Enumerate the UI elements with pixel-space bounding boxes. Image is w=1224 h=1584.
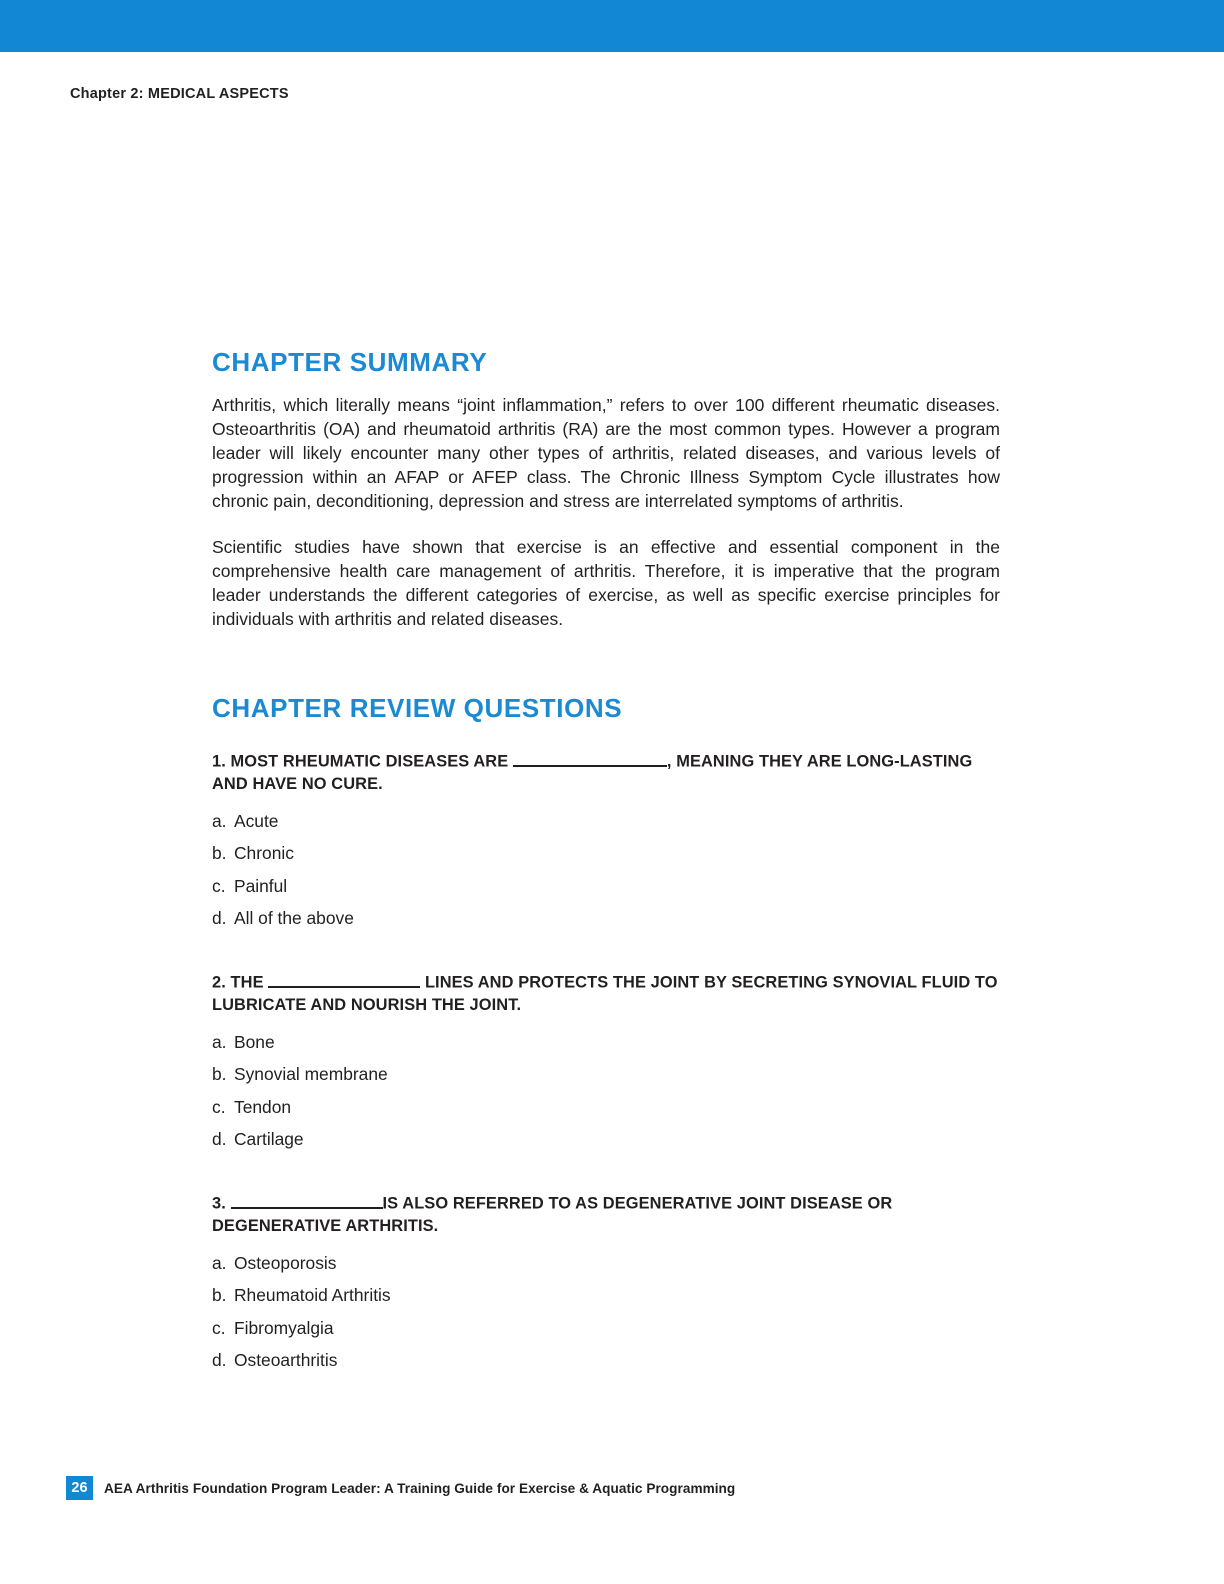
question-2-prompt-before: THE [230, 973, 264, 992]
question-3-answer-list [212, 1247, 1000, 1377]
answer-label: Tendon [234, 1096, 292, 1117]
answer-label: Acute [234, 810, 279, 831]
chapter-summary-heading: CHAPTER SUMMARY [212, 347, 488, 377]
answer-option[interactable] [212, 1091, 1000, 1124]
answer-marker: b. [212, 843, 227, 864]
answer-option[interactable] [212, 837, 1000, 870]
answer-option[interactable] [212, 1123, 1000, 1156]
answer-option[interactable] [212, 902, 1000, 935]
question-2-number: 2. [212, 973, 226, 992]
answer-marker: a. [212, 810, 227, 831]
answer-option[interactable] [212, 1279, 1000, 1312]
summary-paragraph-2: Scientific studies have shown that exercise is an effective and essential component in the comprehensive health care management of arthritis. Therefore, it is imperative that the program leader understands the different categories of exercise, as well as specific exercise principles for individuals with arthritis and related diseases. [212, 536, 1000, 630]
answer-label: Painful [234, 875, 288, 896]
question-1-text [212, 749, 1000, 796]
answer-option[interactable] [212, 1344, 1000, 1377]
answer-marker: c. [212, 1317, 226, 1338]
question-3-text [212, 1191, 1000, 1238]
answer-label: Osteoarthritis [234, 1350, 338, 1371]
review-question-2 [212, 970, 1000, 1156]
question-2-prompt-after: LINES AND PROTECTS THE JOINT BY SECRETING SYNOVIAL FLUID TO LUBRICATE AND NOURISH THE JOINT. [212, 973, 998, 1015]
question-1-number: 1. [212, 752, 226, 771]
content-column [212, 348, 1000, 1377]
question-3-number: 3. [212, 1194, 226, 1213]
answer-option[interactable] [212, 1026, 1000, 1059]
answer-option[interactable] [212, 805, 1000, 838]
chapter-review-section [212, 694, 1000, 1376]
answer-label: Fibromyalgia [234, 1317, 334, 1338]
page-footer [66, 1476, 735, 1500]
question-2-answer-blank[interactable] [268, 970, 420, 988]
answer-marker: a. [212, 1031, 227, 1052]
review-question-3 [212, 1191, 1000, 1377]
answer-label: Synovial membrane [234, 1064, 388, 1085]
answer-marker: d. [212, 1129, 227, 1150]
question-3-prompt-after: IS ALSO REFERRED TO AS DEGENERATIVE JOINT DISEASE OR DEGENERATIVE ARTHRITIS. [212, 1194, 893, 1235]
answer-label: Cartilage [234, 1129, 304, 1150]
answer-marker: c. [212, 1096, 226, 1117]
question-2-text [212, 970, 1000, 1017]
question-1-prompt-before: MOST RHEUMATIC DISEASES ARE [230, 752, 509, 771]
page-number-badge: 26 [66, 1476, 93, 1500]
question-1-answer-blank[interactable] [513, 749, 667, 767]
answer-label: Osteoporosis [234, 1252, 337, 1273]
running-head: Chapter 2: MEDICAL ASPECTS [70, 86, 289, 102]
header-accent-band [0, 0, 1224, 52]
answer-marker: b. [212, 1285, 227, 1306]
answer-marker: b. [212, 1064, 227, 1085]
answer-label: Chronic [234, 843, 294, 864]
answer-option[interactable] [212, 1247, 1000, 1280]
answer-label: All of the above [234, 908, 354, 929]
answer-marker: a. [212, 1252, 227, 1273]
question-1-prompt-after: , MEANING THEY ARE LONG-LASTING AND HAVE NO CURE. [212, 752, 973, 794]
answer-marker: c. [212, 875, 226, 896]
chapter-review-heading: CHAPTER REVIEW QUESTIONS [212, 693, 623, 724]
answer-marker: d. [212, 1350, 227, 1371]
answer-option[interactable] [212, 1312, 1000, 1345]
question-3-answer-blank[interactable] [231, 1191, 383, 1209]
question-2-answer-list [212, 1026, 1000, 1156]
review-question-1 [212, 749, 1000, 935]
answer-option[interactable] [212, 1058, 1000, 1091]
footer-book-title: AEA Arthritis Foundation Program Leader: A Training Guide for Exercise & Aquatic Programming [104, 1480, 736, 1496]
answer-option[interactable] [212, 870, 1000, 903]
answer-label: Bone [234, 1031, 275, 1052]
answer-marker: d. [212, 908, 227, 929]
question-1-answer-list [212, 805, 1000, 935]
answer-label: Rheumatoid Arthritis [234, 1285, 391, 1306]
summary-paragraph-1: Arthritis, which literally means “joint inflammation,” refers to over 100 different rheumatic diseases. Osteoarthritis (OA) and rheumatoid arthritis (RA) are the most common types. However a program leader will likely encounter many other types of arthritis, related diseases, and various levels of progression within an AFAP or AFEP class. The Chronic Illness Symptom Cycle illustrates how chronic pain, deconditioning, depression and stress are interrelated symptoms of arthritis. [212, 394, 1000, 512]
chapter-summary-body [212, 393, 1000, 632]
